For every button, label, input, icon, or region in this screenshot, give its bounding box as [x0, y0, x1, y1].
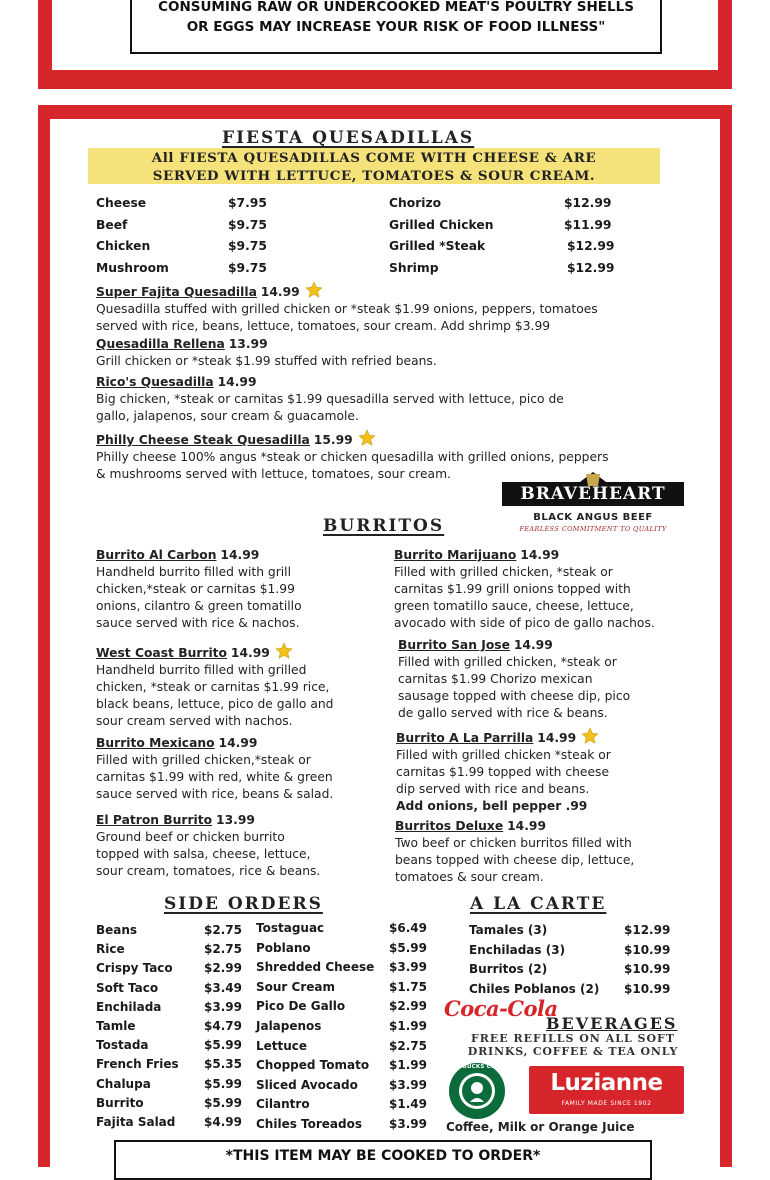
burrito-item: [96, 735, 333, 803]
item-desc: black beans, lettuce, pico de gallo and: [96, 697, 334, 711]
item-name: Rice: [96, 942, 125, 957]
item-name: West Coast Burrito: [96, 646, 227, 660]
item-price: $3.49: [204, 980, 242, 995]
item-desc: Grill chicken or *steak $1.99 stuffed with refried beans.: [96, 354, 437, 368]
item-name: Burritos (2): [469, 962, 548, 976]
item-desc: Handheld burrito filled with grilled: [96, 663, 307, 677]
item-price: $1.99: [389, 1019, 427, 1033]
item-price: $2.75: [204, 923, 242, 937]
item-price: 14.99: [218, 736, 258, 750]
item-name: Soft Taco: [96, 980, 159, 995]
braveheart-tag: FEARLESS COMMITMENT TO QUALITY: [519, 525, 667, 533]
quesadillas-banner-line-1: All FIESTA QUESADILLAS COME WITH CHEESE & ARE: [151, 150, 597, 166]
item-price: $12.99: [564, 196, 612, 210]
item-price: 14.99: [230, 646, 270, 660]
quesadillas-banner-line-2: SERVED WITH LETTUCE, TOMATOES & SOUR CREAM.: [152, 168, 596, 184]
beverages-line-2: DRINKS, COFFEE & TEA ONLY: [467, 1045, 679, 1058]
burrito-item: [395, 818, 634, 886]
item-name: Jalapenos: [256, 1019, 322, 1033]
item-price: $9.75: [228, 261, 267, 275]
item-price: 14.99: [520, 548, 560, 562]
item-name: Poblano: [256, 940, 311, 955]
item-name: Enchiladas (3): [469, 942, 566, 957]
item-desc: sour cream served with nachos.: [96, 714, 293, 728]
braveheart-logo: [500, 470, 686, 538]
top-panel: [38, 0, 732, 89]
special-item: [96, 281, 598, 335]
item-price: $7.95: [228, 196, 267, 210]
beverages-title: BEVERAGES: [546, 1014, 678, 1033]
item-price: 14.99: [260, 285, 300, 299]
item-name: Mushroom: [96, 261, 169, 275]
item-desc: gallo, jalapenos, sour cream & guacamole.: [96, 409, 359, 423]
item-price: $10.99: [624, 942, 671, 957]
braveheart-sub: BLACK ANGUS BEEF: [533, 512, 653, 523]
item-name: Lettuce: [256, 1038, 308, 1053]
item-price: $12.99: [624, 923, 671, 937]
item-desc: served with rice, beans, lettuce, tomatoes, sour cream. Add shrimp $3.99: [96, 319, 551, 333]
item-name: Burrito San Jose: [398, 638, 510, 652]
quesadillas-title: FIESTA QUESADILLAS: [222, 128, 475, 148]
item-name: Shredded Cheese: [256, 960, 375, 975]
item-price: $2.99: [204, 961, 242, 976]
item-desc: & mushrooms served with lettuce, tomatoes, sour cream.: [96, 467, 451, 481]
item-price: 13.99: [228, 337, 268, 351]
star-icon: [304, 281, 324, 299]
item-name: Fajita Salad: [96, 1115, 176, 1129]
item-name: Burrito Marijuano: [394, 548, 517, 562]
item-desc: Filled with grilled chicken, *steak or: [398, 655, 617, 669]
item-name: Beans: [96, 923, 138, 937]
item-desc: Filled with grilled chicken *steak or: [396, 748, 611, 762]
item-price: 14.99: [220, 548, 260, 562]
star-icon: [274, 642, 294, 660]
burrito-item: [96, 642, 333, 730]
item-desc: Filled with grilled chicken, *steak or: [394, 565, 613, 579]
luzianne-logo: [529, 1066, 684, 1114]
coca-cola-logo: Coca-Cola: [444, 996, 558, 1021]
starbucks-icon: [446, 1062, 512, 1120]
item-price: $5.99: [204, 1095, 242, 1110]
luzianne-name: Luzianne: [550, 1070, 663, 1096]
item-price: $4.79: [204, 1019, 242, 1033]
starbucks-logo: [446, 1062, 512, 1120]
item-name: Crispy Taco: [96, 961, 173, 976]
item-desc: Big chicken, *steak or carnitas $1.99 quesadilla served with lettuce, pico de: [96, 392, 564, 406]
item-price: 14.99: [513, 638, 553, 652]
side-orders-title: SIDE ORDERS: [164, 894, 323, 914]
item-price: 13.99: [216, 813, 255, 827]
item-price: $10.99: [624, 962, 671, 976]
item-desc: Two beef or chicken burritos filled with: [395, 836, 632, 850]
item-price: $12.99: [567, 261, 615, 275]
item-name: Enchilada: [96, 999, 162, 1014]
item-desc-bold: Add onions, bell pepper .99: [396, 799, 588, 813]
item-desc: avocado with side of pico de gallo nachos.: [394, 616, 655, 630]
burrito-item: [394, 547, 655, 632]
item-price: $9.75: [228, 218, 267, 232]
item-desc: topped with salsa, cheese, lettuce,: [96, 847, 311, 861]
braveheart-name: BRAVEHEART: [520, 484, 666, 504]
item-price: $3.99: [204, 999, 242, 1014]
item-name: Chalupa: [96, 1076, 151, 1091]
item-name: Grilled *Steak: [389, 239, 486, 253]
item-desc: dip served with rice and beans.: [396, 782, 590, 796]
item-name: Pico De Gallo: [256, 999, 346, 1014]
item-name: Burritos Deluxe: [395, 819, 504, 833]
food-safety-notice: [130, 0, 662, 54]
item-price: $4.99: [204, 1115, 242, 1129]
burrito-item: [96, 547, 302, 632]
item-name: Quesadilla Rellena: [96, 337, 225, 351]
item-desc: green tomatillo sauce, cheese, lettuce,: [394, 599, 634, 613]
item-price: $6.49: [389, 921, 427, 935]
bottom-notice: [114, 1140, 652, 1180]
item-price: 15.99: [313, 433, 353, 447]
item-desc: chicken,*steak or carnitas $1.99: [96, 582, 295, 596]
item-price: $3.99: [389, 1117, 427, 1131]
item-name: Chiles Poblanos (2): [469, 981, 600, 996]
item-desc: Handheld burrito filled with grill: [96, 565, 292, 579]
item-price: $3.99: [389, 1077, 427, 1092]
item-price: $5.99: [204, 1076, 242, 1091]
item-price: $5.99: [389, 940, 427, 955]
item-price: $5.99: [204, 1038, 242, 1053]
beverages-block: [442, 996, 706, 1058]
item-name: Sliced Avocado: [256, 1077, 358, 1092]
notice-bottom-text: *THIS ITEM MAY BE COOKED TO ORDER*: [225, 1148, 541, 1164]
a-la-carte-title: A LA CARTE: [470, 894, 607, 914]
item-name: Shrimp: [389, 261, 439, 275]
item-desc: carnitas $1.99 grill onions topped with: [394, 582, 631, 596]
star-icon: [357, 429, 377, 447]
item-name: Tamle: [96, 1019, 136, 1033]
item-desc: sauce served with rice, beans & salad.: [96, 787, 334, 801]
item-price: $1.49: [389, 1097, 427, 1112]
item-name: Philly Cheese Steak Quesadilla: [96, 433, 310, 447]
item-name: Cilantro: [256, 1097, 310, 1112]
star-icon: [580, 727, 600, 745]
item-name: Sour Cream: [256, 979, 335, 994]
item-price: $11.99: [564, 218, 612, 232]
item-desc: onions, cilantro & green tomatillo: [96, 599, 302, 613]
item-desc: Filled with grilled chicken,*steak or: [96, 753, 311, 767]
item-price: 14.99: [537, 731, 577, 745]
burrito-item: [398, 637, 630, 722]
special-item: [96, 336, 437, 370]
burritos-title: BURRITOS: [323, 516, 445, 536]
burrito-item: [396, 727, 611, 815]
item-price: $1.99: [389, 1058, 427, 1073]
item-price: $2.99: [389, 999, 427, 1014]
top-paper: [52, 0, 718, 70]
item-price: $10.99: [624, 981, 671, 996]
burrito-item: [96, 812, 320, 880]
item-name: Cheese: [96, 196, 147, 210]
item-name: Burrito Mexicano: [96, 736, 215, 750]
item-name: Beef: [96, 218, 128, 232]
item-name: Tamales (3): [469, 923, 548, 937]
item-price: $2.75: [204, 942, 242, 957]
item-desc: beans topped with cheese dip, lettuce,: [395, 853, 635, 867]
notice-line-2: CONSUMING RAW OR UNDERCOOKED MEAT'S POULTRY SHELLS: [158, 0, 634, 15]
item-desc: Quesadilla stuffed with grilled chicken or *steak $1.99 onions, peppers, tomatoes: [96, 302, 598, 316]
item-name: Chopped Tomato: [256, 1058, 370, 1073]
item-name: French Fries: [96, 1057, 179, 1072]
item-name: El Patron Burrito: [96, 813, 213, 827]
item-desc: sour cream, tomatoes, rice & beans.: [96, 864, 321, 878]
item-name: Burrito Al Carbon: [96, 548, 217, 562]
item-name: Rico's Quesadilla: [96, 375, 214, 389]
item-name: Chorizo: [389, 196, 442, 210]
item-price: $2.75: [389, 1038, 427, 1053]
item-price: 14.99: [507, 819, 547, 833]
item-price: $12.99: [567, 239, 615, 253]
item-name: Chiles Toreados: [256, 1117, 363, 1131]
starbucks-text: STARBUCKS COFFEE: [446, 1064, 512, 1070]
item-desc: chicken, *steak or carnitas $1.99 rice,: [96, 680, 330, 694]
item-desc: carnitas $1.99 with red, white & green: [96, 770, 333, 784]
beverages-footer: Coffee, Milk or Orange Juice: [446, 1120, 635, 1134]
item-desc: carnitas $1.99 topped with cheese: [396, 765, 610, 779]
notice-line-3: OR EGGS MAY INCREASE YOUR RISK OF FOOD ILLNESS": [186, 19, 606, 35]
item-price: 14.99: [217, 375, 257, 389]
item-desc: tomatoes & sour cream.: [395, 870, 544, 884]
item-price: $1.75: [389, 979, 427, 994]
item-desc: sauce served with rice & nachos.: [96, 616, 300, 630]
item-desc: de gallo served with rice & beans.: [398, 706, 608, 720]
item-name: Tostada: [96, 1038, 149, 1053]
item-desc: carnitas $1.99 Chorizo mexican: [398, 672, 593, 686]
beverages-line-1: FREE REFILLS ON ALL SOFT: [470, 1032, 676, 1045]
item-price: $3.99: [389, 960, 427, 975]
luzianne-tag: FAMILY MADE SINCE 1902: [561, 1100, 652, 1107]
item-name: Chicken: [96, 239, 151, 253]
item-desc: sausage topped with cheese dip, pico: [398, 689, 631, 703]
special-item: [96, 374, 564, 425]
item-name: Burrito A La Parrilla: [396, 731, 534, 745]
item-desc: Philly cheese 100% angus *steak or chicken quesadilla with grilled onions, peppers: [96, 450, 609, 464]
item-price: $9.75: [228, 239, 267, 253]
item-name: Super Fajita Quesadilla: [96, 285, 257, 299]
item-desc: Ground beef or chicken burrito: [96, 830, 285, 844]
item-name: Tostaguac: [256, 921, 325, 935]
item-name: Burrito: [96, 1095, 144, 1110]
item-price: $5.35: [204, 1057, 242, 1072]
item-name: Grilled Chicken: [389, 218, 494, 232]
